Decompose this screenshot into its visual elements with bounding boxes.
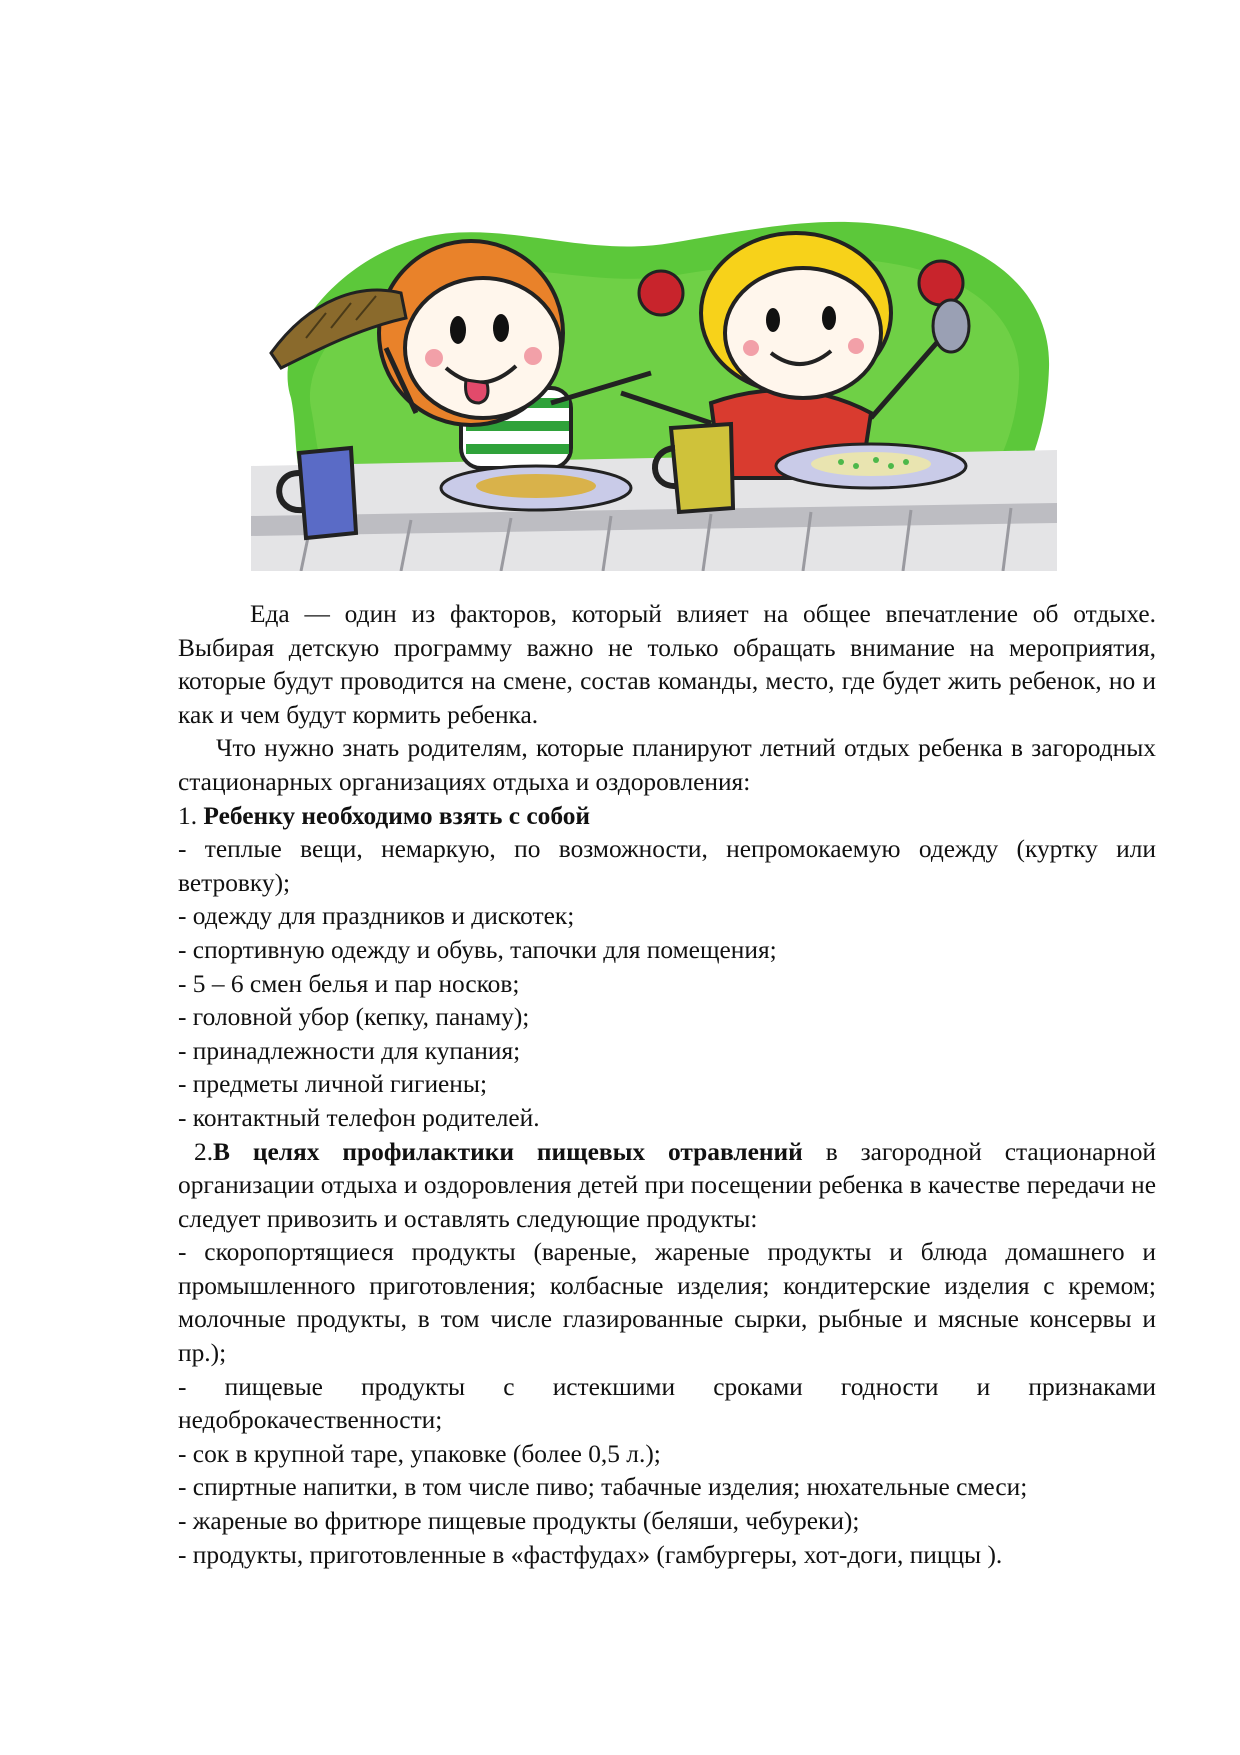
- list-item: - контактный телефон родителей.: [178, 1103, 540, 1132]
- list-item: - одежду для праздников и дискотек;: [178, 902, 575, 931]
- section-1-number: 1.: [178, 801, 204, 830]
- intro-paragraph-2: Что нужно знать родителям, которые планируют летний отдых ребенка в загородных стационарных организациях отдыха и оздоровления:: [178, 734, 1156, 796]
- list-item: - спортивную одежду и обувь, тапочки для помещения;: [178, 935, 777, 964]
- list-item: - головной убор (кепку, панаму);: [178, 1003, 530, 1032]
- list-item: - пищевые продукты с истекшими сроками годности и признаками недоброкачественности;: [178, 1372, 1156, 1435]
- intro-paragraph-1: Еда — один из факторов, который влияет на общее впечатление об отдыхе. Выбирая детскую программу важно не только обращать внимание на мероприятия, которые будут проводится на смене, состав команды, место, где будет жить ребенок, но и как и чем будут кормить ребенка.: [178, 600, 1156, 729]
- list-item: - спиртные напитки, в том числе пиво; табачные изделия; нюхательные смеси;: [178, 1473, 1028, 1502]
- list-item: - продукты, приготовленные в «фастфудах» (гамбургеры, хот-доги, пиццы ).: [178, 1540, 1003, 1569]
- section-2-paragraph: [178, 1136, 1156, 1237]
- section-1-heading: [178, 800, 1156, 834]
- list-item: - принадлежности для купания;: [178, 1036, 521, 1065]
- yellow-cup: [671, 424, 733, 512]
- section-2-number: 2.: [194, 1137, 214, 1166]
- list-item: - жареные во фритюре пищевые продукты (беляши, чебуреки);: [178, 1507, 860, 1536]
- list-item: - 5 – 6 смен белья и пар носков;: [178, 969, 520, 998]
- list-item: - предметы личной гигиены;: [178, 1070, 488, 1099]
- list-item: - скоропортящиеся продукты (вареные, жареные продукты и блюда домашнего и промышленного приготовления; колбасные изделия; кондитерские изделия с кремом; молочные продукты, в том числе глазированные сырки, рыбные и мясные консервы и пр.);: [178, 1238, 1156, 1368]
- document-body: [178, 598, 1156, 1572]
- list-item: - теплые вещи, немаркую, по возможности, непромокаемую одежду (куртку или ветровку);: [178, 835, 1156, 897]
- section-1-title: Ребенку необходимо взять с собой: [203, 801, 591, 830]
- section-2-text: в загородной стационарной организации отдыха и оздоровления детей при посещении ребенка в качестве передачи не следует привозить и оставлять следующие продукты:: [178, 1137, 1156, 1233]
- list-item: - сок в крупной таре, упаковке (более 0,5 л.);: [178, 1439, 661, 1468]
- children-eating-illustration: [251, 198, 1057, 571]
- section-2-title: В целях профилактики пищевых отравлений: [213, 1137, 803, 1166]
- blue-cup: [299, 448, 356, 538]
